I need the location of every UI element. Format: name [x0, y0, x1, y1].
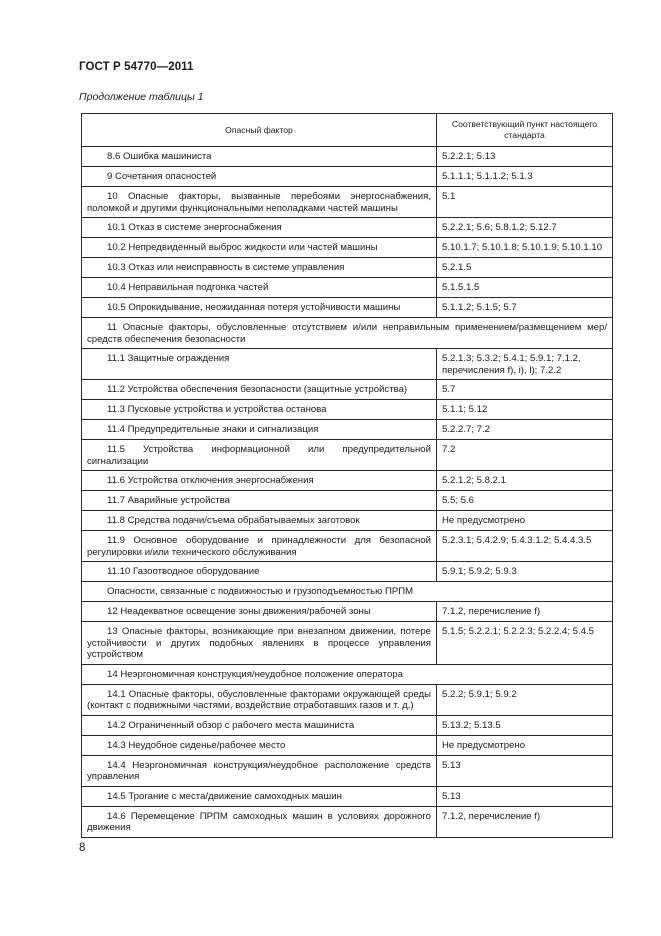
- hazard-factor-cell: 14.2 Ограниченный обзор с рабочего места машиниста: [82, 715, 437, 735]
- clause-reference-cell: 5.9.1; 5.9.2; 5.9.3: [437, 562, 613, 582]
- clause-reference-cell: 5.2.1.2; 5.8.2.1: [437, 471, 613, 491]
- hazard-factor-cell: 8.6 Ошибка машиниста: [82, 147, 437, 167]
- table-row: [82, 511, 613, 531]
- hazard-factor-cell: 14.4 Неэргономичная конструкция/неудобное расположение средств управления: [82, 755, 437, 786]
- clause-reference-cell: 5.2.1.5: [437, 258, 613, 278]
- table-row: [82, 715, 613, 735]
- table-row: [82, 602, 613, 622]
- table-row: [82, 471, 613, 491]
- clause-reference-cell: 5.2.2; 5.9.1; 5.9.2: [437, 684, 613, 715]
- column-header-factor: Опасный фактор: [82, 114, 437, 147]
- clause-reference-cell: 5.1.1.2; 5.1.5; 5.7: [437, 298, 613, 318]
- table-row: [82, 380, 613, 400]
- hazard-factor-cell: 10.1 Отказ в системе энергоснабжения: [82, 218, 437, 238]
- column-header-reference: Соответствующий пункт настоящего стандарта: [437, 114, 613, 147]
- table-header-row: [82, 114, 613, 147]
- clause-reference-cell: 5.1: [437, 187, 613, 218]
- clause-reference-cell: 5.2.1.3; 5.3.2; 5.4.1; 5.9.1; 7.1.2, перечисления f), i), l); 7.2.2: [437, 349, 613, 380]
- table-row: [82, 167, 613, 187]
- hazard-factor-cell: 11.9 Основное оборудование и принадлежности для безопасной регулировки и/или технического обслуживания: [82, 531, 437, 562]
- hazard-factor-cell: 9 Сочетания опасностей: [82, 167, 437, 187]
- table-row: [82, 755, 613, 786]
- hazard-factor-cell: 11.2 Устройства обеспечения безопасности (защитные устройства): [82, 380, 437, 400]
- clause-reference-cell: 5.1.5; 5.2.2.1; 5.2.2.3; 5.2.2.4; 5.4.5: [437, 622, 613, 665]
- hazard-factor-cell: 11.8 Средства подачи/съема обрабатываемых заготовок: [82, 511, 437, 531]
- table-row: [82, 238, 613, 258]
- clause-reference-cell: 7.1.2, перечисление f): [437, 602, 613, 622]
- clause-reference-cell: 7.1.2, перечисление f): [437, 806, 613, 837]
- clause-reference-cell: 5.13: [437, 755, 613, 786]
- table-row: [82, 298, 613, 318]
- hazard-factor-cell: 11.3 Пусковые устройства и устройства останова: [82, 400, 437, 420]
- hazard-factor-cell: 14.3 Неудобное сиденье/рабочее место: [82, 735, 437, 755]
- hazard-factor-cell: 10.4 Неправильная подгонка частей: [82, 278, 437, 298]
- hazard-factor-cell: 11.4 Предупредительные знаки и сигнализация: [82, 420, 437, 440]
- clause-reference-cell: 5.1.5.1.5: [437, 278, 613, 298]
- hazard-factor-cell: 14.5 Трогание с места/движение самоходных машин: [82, 786, 437, 806]
- hazard-factor-cell: 10.3 Отказ или неисправность в системе управления: [82, 258, 437, 278]
- table-row: [82, 664, 613, 684]
- table-row: [82, 684, 613, 715]
- clause-reference-cell: Не предусмотрено: [437, 511, 613, 531]
- hazard-factor-cell: 11.5 Устройства информационной или предупредительной сигнализации: [82, 440, 437, 471]
- clause-reference-cell: 5.2.2.1; 5.13: [437, 147, 613, 167]
- table-row: [82, 420, 613, 440]
- hazard-factor-cell: 11.6 Устройства отключения энергоснабжения: [82, 471, 437, 491]
- hazard-factor-cell: 11.10 Газоотводное оборудование: [82, 562, 437, 582]
- table-row: [82, 278, 613, 298]
- table-row: [82, 582, 613, 602]
- clause-reference-cell: 5.2.2.1; 5.6; 5.8.1.2; 5.12.7: [437, 218, 613, 238]
- clause-reference-cell: 5.13: [437, 786, 613, 806]
- page-number: 8: [79, 842, 86, 854]
- table-row: [82, 562, 613, 582]
- hazards-table: [81, 113, 613, 838]
- hazard-factor-cell: 12 Неадекватное освещение зоны движения/рабочей зоны: [82, 602, 437, 622]
- document-header: ГОСТ Р 54770—2011: [79, 61, 194, 73]
- table-row: [82, 218, 613, 238]
- table-row: [82, 258, 613, 278]
- table-row: [82, 806, 613, 837]
- section-heading-cell: Опасности, связанные с подвижностью и грузоподъемностью ПРПМ: [82, 582, 613, 602]
- hazard-factor-cell: 11.1 Защитные ограждения: [82, 349, 437, 380]
- table-row: [82, 531, 613, 562]
- hazard-factor-cell: 14.6 Перемещение ПРПМ самоходных машин в условиях дорожного движения: [82, 806, 437, 837]
- table-row: [82, 400, 613, 420]
- clause-reference-cell: Не предусмотрено: [437, 735, 613, 755]
- table-row: [82, 349, 613, 380]
- table-body: [82, 147, 613, 838]
- clause-reference-cell: 5.1.1.1; 5.1.1.2; 5.1.3: [437, 167, 613, 187]
- table-caption: Продолжение таблицы 1: [79, 91, 204, 103]
- table-row: [82, 187, 613, 218]
- table-row: [82, 735, 613, 755]
- hazard-factor-cell: 11.7 Аварийные устройства: [82, 491, 437, 511]
- hazard-factor-cell: 10 Опасные факторы, вызванные перебоями энергоснабжения, поломкой и другими функциональными неполадками частей машины: [82, 187, 437, 218]
- clause-reference-cell: 5.2.3.1; 5.4.2.9; 5.4.3.1.2; 5.4.4.3.5: [437, 531, 613, 562]
- table-row: [82, 440, 613, 471]
- clause-reference-cell: 5.5; 5.6: [437, 491, 613, 511]
- table-row: [82, 786, 613, 806]
- hazard-factor-cell: 10.2 Непредвиденный выброс жидкости или частей машины: [82, 238, 437, 258]
- hazard-factor-cell: 10.5 Опрокидывание, неожиданная потеря устойчивости машины: [82, 298, 437, 318]
- table-row: [82, 491, 613, 511]
- clause-reference-cell: 7.2: [437, 440, 613, 471]
- clause-reference-cell: 5.13.2; 5.13.5: [437, 715, 613, 735]
- clause-reference-cell: 5.1.1; 5.12: [437, 400, 613, 420]
- table-row: [82, 622, 613, 665]
- hazard-factor-cell: 14.1 Опасные факторы, обусловленные факторами окружающей среды (контакт с подвижными частями, воздействие отработавших газов и т. д.): [82, 684, 437, 715]
- table-row: [82, 147, 613, 167]
- section-heading-cell: 14 Неэргономичная конструкция/неудобное положение оператора: [82, 664, 613, 684]
- clause-reference-cell: 5.10.1.7; 5.10.1.8; 5.10.1.9; 5.10.1.10: [437, 238, 613, 258]
- table-row: [82, 318, 613, 349]
- clause-reference-cell: 5.2.2.7; 7.2: [437, 420, 613, 440]
- clause-reference-cell: 5.7: [437, 380, 613, 400]
- hazard-factor-cell: 13 Опасные факторы, возникающие при внезапном движении, потере устойчивости и других подобных явлениях в процессе управления устройством: [82, 622, 437, 665]
- section-heading-cell: 11 Опасные факторы, обусловленные отсутствием и/или неправильным применением/размещением мер/средств обеспечения безопасности: [82, 318, 613, 349]
